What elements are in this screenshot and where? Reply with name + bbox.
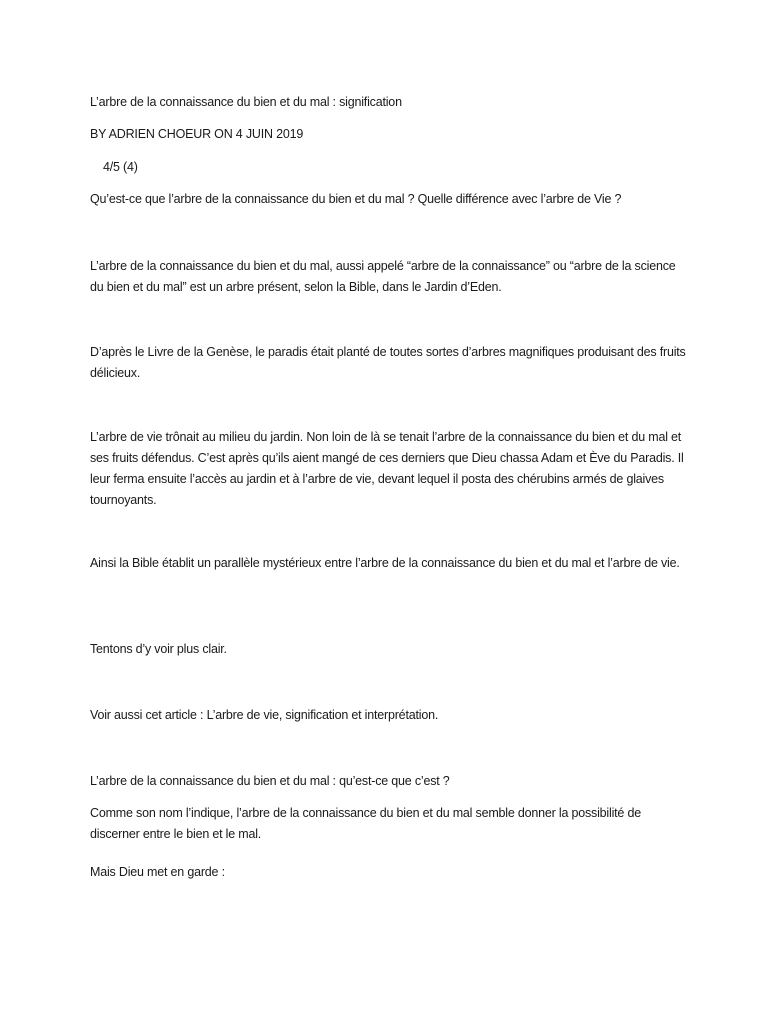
byline: BY ADRIEN CHOEUR ON 4 JUIN 2019	[90, 127, 304, 141]
paragraph-name-meaning: Comme son nom l’indique, l’arbre de la connaissance du bien et du mal semble donner la possibilité de discerner entre le bien et le mal.	[90, 806, 641, 841]
paragraph-tree-of-life: L’arbre de vie trônait au milieu du jardin. Non loin de là se tenait l’arbre de la connaissance du bien et du mal et ses fruits défendus. C’est après qu’ils aient mangé de ces derniers que Dieu chassa Adam et Ève du Paradis. Il leur ferma ensuite l’accès au jardin et à l’arbre de vie, devant lequel il posta des chérubins armés de glaives tournoyants.	[90, 430, 684, 507]
paragraph-see-also: Voir aussi cet article : L’arbre de vie, signification et interprétation.	[90, 708, 439, 722]
paragraph-parallel: Ainsi la Bible établit un parallèle mystérieux entre l’arbre de la connaissance du bien et du mal et l’arbre de vie.	[90, 556, 680, 570]
paragraph-genesis: D’après le Livre de la Genèse, le paradis était planté de toutes sortes d’arbres magnifiques produisant des fruits délicieux.	[90, 345, 686, 380]
paragraph-clarify: Tentons d’y voir plus clair.	[90, 642, 227, 656]
section-heading: L’arbre de la connaissance du bien et du mal : qu’est-ce que c’est ?	[90, 774, 450, 788]
rating: 4/5 (4)	[103, 160, 138, 174]
document-title: L’arbre de la connaissance du bien et du mal : signification	[90, 95, 402, 109]
paragraph-definition: L’arbre de la connaissance du bien et du mal, aussi appelé “arbre de la connaissance” ou “arbre de la science du bien et du mal” est un arbre présent, selon la Bible, dans le Jardin d’Eden.	[90, 259, 676, 294]
paragraph-question: Qu’est-ce que l’arbre de la connaissance du bien et du mal ? Quelle différence avec l’arbre de Vie ?	[90, 192, 622, 206]
paragraph-warning: Mais Dieu met en garde :	[90, 865, 225, 879]
